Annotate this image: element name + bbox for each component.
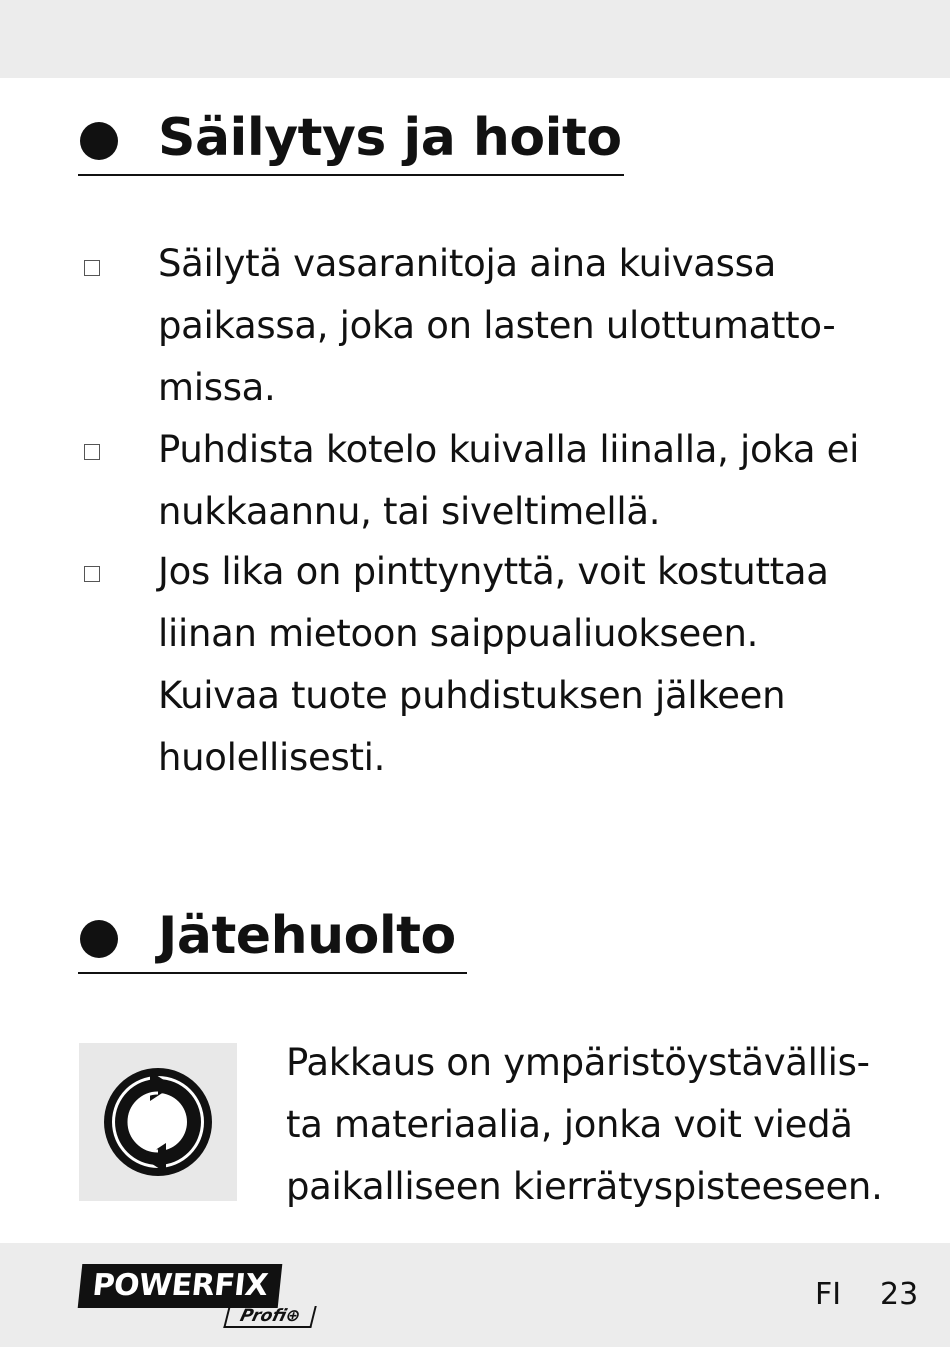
list-item-text: Jos lika on pinttynyttä, voit kostuttaa liinan mietoon saippualiuokseen. Kuivaa tuote puhdistuksen jälkeen huolellisesti. (158, 550, 829, 779)
language-code: FI (815, 1277, 842, 1312)
list-item-text: Puhdista kotelo kuivalla liinalla, joka ei nukkaannu, tai siveltimellä. (158, 428, 860, 533)
section-title-disposal: Jätehuolto (158, 906, 456, 966)
disposal-text: Pakkaus on ympäristöystävällis-ta materiaalia, jonka voit viedä paikalliseen kierrätyspisteeseen. (286, 1041, 883, 1208)
section-heading-storage (78, 106, 624, 176)
page-header-band (0, 0, 950, 78)
green-dot-recycling-icon (79, 1043, 237, 1201)
section-title-storage: Säilytys ja hoito (158, 108, 622, 168)
page-number: 23 (880, 1277, 919, 1312)
logo-brand: POWERFIX (78, 1264, 283, 1308)
heading-underline (78, 174, 624, 176)
powerfix-logo (80, 1264, 320, 1330)
heading-bullet-icon (80, 122, 118, 160)
checkbox-icon (84, 566, 100, 582)
checkbox-icon (84, 260, 100, 276)
list-item-text: Säilytä vasaranitoja aina kuivassa paikassa, joka on lasten ulottumatto-missa. (158, 242, 836, 409)
logo-sub-brand: Profi⊕ (223, 1306, 316, 1328)
section-heading-disposal (78, 904, 467, 974)
heading-bullet-icon (80, 920, 118, 958)
checkbox-icon (84, 444, 100, 460)
heading-underline (78, 972, 467, 974)
